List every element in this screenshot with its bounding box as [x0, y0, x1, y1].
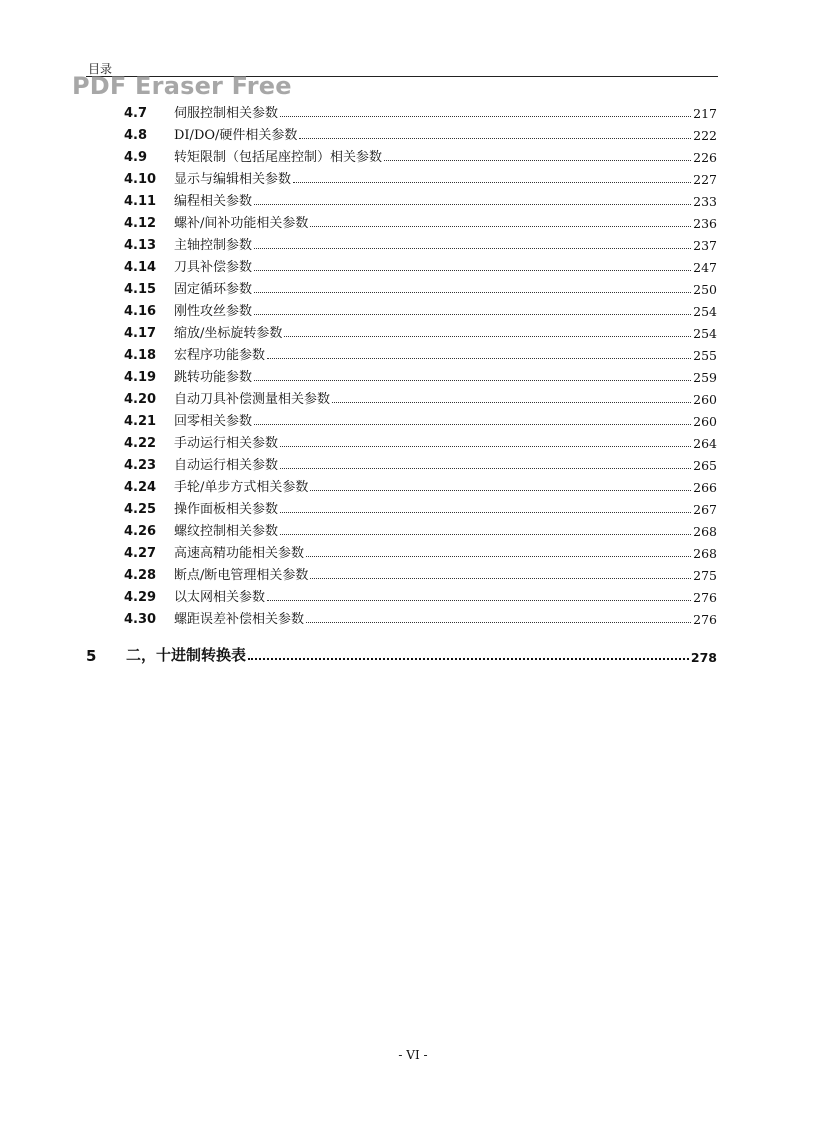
toc-entry-title: 自动运行相关参数	[174, 458, 279, 473]
toc-entry-page: 265	[693, 458, 717, 473]
toc-leader-dots	[284, 336, 691, 337]
toc-leader-dots	[384, 160, 691, 161]
toc-entry-page: 247	[693, 260, 717, 275]
toc-entry-number: 4.7	[124, 106, 148, 121]
toc-leader-dots	[280, 534, 691, 535]
toc-entry[interactable]	[124, 517, 717, 539]
toc-entry-page: 250	[693, 282, 717, 297]
toc-entry-title: 螺补/间补功能相关参数	[174, 216, 309, 231]
toc-entry-page: 255	[693, 348, 717, 363]
toc-entry-page: 237	[693, 238, 717, 253]
toc-entry-title: 断点/断电管理相关参数	[174, 568, 309, 583]
toc-entry-title: 螺纹控制相关参数	[174, 524, 279, 539]
toc-entry[interactable]	[124, 275, 717, 297]
toc-entry[interactable]	[124, 99, 717, 121]
toc-entry-title: 转矩限制（包括尾座控制）相关参数	[174, 150, 383, 165]
toc-entry-page: 264	[693, 436, 717, 451]
toc-entry[interactable]	[124, 561, 717, 583]
toc-entry-title: 刚性攻丝参数	[174, 304, 253, 319]
toc-entry-title: 螺距误差补偿相关参数	[174, 612, 305, 627]
toc-entry-number: 4.28	[124, 568, 157, 583]
toc-entry-page: 226	[693, 150, 717, 165]
toc-entry-number: 4.18	[124, 348, 157, 363]
toc-entry[interactable]	[124, 165, 717, 187]
toc-entry-number: 4.26	[124, 524, 157, 539]
toc-entry[interactable]	[124, 451, 717, 473]
toc-leader-dots	[332, 402, 691, 403]
toc-chapter-page: 278	[690, 650, 717, 665]
toc-entry-title: 以太网相关参数	[174, 590, 266, 605]
toc-entry-number: 4.12	[124, 216, 157, 231]
toc-leader-dots	[280, 446, 691, 447]
toc-entry-number: 4.22	[124, 436, 157, 451]
toc-entry-number: 4.19	[124, 370, 157, 385]
toc-entry[interactable]	[124, 209, 717, 231]
toc-entry-page: 260	[693, 414, 717, 429]
toc-entry-page: 222	[693, 128, 717, 143]
toc-leader-dots	[306, 622, 691, 623]
toc-leader-dots	[310, 578, 691, 579]
toc-entry-page: 275	[693, 568, 717, 583]
toc-entry-number: 4.17	[124, 326, 157, 341]
toc-entry-title: 手轮/单步方式相关参数	[174, 480, 309, 495]
toc-entry-page: 217	[693, 106, 717, 121]
toc-entry-title: 回零相关参数	[174, 414, 253, 429]
toc-entry[interactable]	[124, 231, 717, 253]
toc-entry[interactable]	[124, 143, 717, 165]
toc-entry[interactable]	[124, 605, 717, 627]
toc-entry-page: 267	[693, 502, 717, 517]
toc-leader-dots	[310, 226, 691, 227]
toc-entry-title: 刀具补偿参数	[174, 260, 253, 275]
toc-leader-dots	[310, 490, 691, 491]
toc-leader-dots	[280, 116, 691, 117]
toc-entry-page: 266	[693, 480, 717, 495]
toc-entry[interactable]	[124, 495, 717, 517]
toc-entry-number: 4.24	[124, 480, 157, 495]
toc-entry-number: 4.13	[124, 238, 157, 253]
toc-leader-dots	[306, 556, 691, 557]
toc-leader-dots	[254, 204, 691, 205]
toc-entry[interactable]	[124, 363, 717, 385]
toc-entry-title: 缩放/坐标旋转参数	[174, 326, 283, 341]
toc-entry-page: 254	[693, 326, 717, 341]
toc-entry-number: 4.10	[124, 172, 157, 187]
toc-entry-number: 4.21	[124, 414, 157, 429]
toc-entry-title: 编程相关参数	[174, 194, 253, 209]
toc-entry[interactable]	[124, 429, 717, 451]
page-number: - VI -	[398, 1048, 428, 1062]
toc-entry-page: 227	[693, 172, 717, 187]
toc-entry-page: 259	[693, 370, 717, 385]
toc-leader-dots	[254, 314, 691, 315]
toc-entry[interactable]	[124, 341, 717, 363]
toc-entry[interactable]	[124, 297, 717, 319]
toc-entry[interactable]	[124, 473, 717, 495]
toc-entry-title: 手动运行相关参数	[174, 436, 279, 451]
toc-entry-number: 4.29	[124, 590, 157, 605]
toc-entry[interactable]	[124, 385, 717, 407]
toc-leader-dots	[280, 468, 691, 469]
toc-leader-dots	[254, 424, 691, 425]
watermark-text: PDF Eraser Free	[72, 72, 292, 100]
toc-entry-page: 260	[693, 392, 717, 407]
toc-entry[interactable]	[124, 583, 717, 605]
toc-entry-number: 4.11	[124, 194, 157, 209]
toc-entry-title: 跳转功能参数	[174, 370, 253, 385]
toc-entry-title: 自动刀具补偿测量相关参数	[174, 392, 331, 407]
toc-entry-number: 4.20	[124, 392, 157, 407]
toc-entry[interactable]	[124, 539, 717, 561]
toc-chapter-number: 5	[86, 647, 97, 665]
toc-entry-title: 伺服控制相关参数	[174, 106, 279, 121]
toc-leader-dots	[254, 380, 691, 381]
toc-entry-page: 236	[693, 216, 717, 231]
toc-entry-page: 268	[693, 524, 717, 539]
toc-entry-number: 4.27	[124, 546, 157, 561]
toc-leader-dots	[267, 358, 691, 359]
toc-entry[interactable]	[124, 121, 717, 143]
toc-leader-dots	[254, 292, 691, 293]
toc-entry-page: 276	[693, 612, 717, 627]
toc-entry[interactable]	[124, 319, 717, 341]
toc-leader-dots	[293, 182, 691, 183]
toc-leader-dots	[248, 658, 689, 660]
toc-entry[interactable]	[124, 407, 717, 429]
toc-entry-number: 4.30	[124, 612, 157, 627]
toc-entry-number: 4.15	[124, 282, 157, 297]
toc-entry-page: 254	[693, 304, 717, 319]
toc-entry-number: 4.23	[124, 458, 157, 473]
toc-entry-title: DI/DO/硬件相关参数	[174, 128, 298, 143]
toc-entry[interactable]	[124, 253, 717, 275]
toc-leader-dots	[299, 138, 691, 139]
toc-entry-page: 233	[693, 194, 717, 209]
toc-entry-title: 宏程序功能参数	[174, 348, 266, 363]
toc-entry-number: 4.8	[124, 128, 148, 143]
toc-leader-dots	[280, 512, 691, 513]
toc-entry-title: 操作面板相关参数	[174, 502, 279, 517]
toc-leader-dots	[254, 248, 691, 249]
toc-entry-title: 显示与编辑相关参数	[174, 172, 292, 187]
toc-entry-title: 固定循环参数	[174, 282, 253, 297]
toc-leader-dots	[254, 270, 691, 271]
toc-chapter-entry[interactable]	[86, 643, 717, 665]
toc-entry[interactable]	[124, 187, 717, 209]
toc-entry-number: 4.25	[124, 502, 157, 517]
toc-chapter-title: 二，十进制转换表	[126, 646, 247, 664]
toc-entry-number: 4.14	[124, 260, 157, 275]
running-header: 目录	[88, 62, 113, 76]
toc-leader-dots	[267, 600, 691, 601]
toc-entry-page: 276	[693, 590, 717, 605]
toc-entry-page: 268	[693, 546, 717, 561]
toc-entry-title: 高速高精功能相关参数	[174, 546, 305, 561]
toc-entry-title: 主轴控制参数	[174, 238, 253, 253]
toc-entry-number: 4.16	[124, 304, 157, 319]
toc-entry-number: 4.9	[124, 150, 148, 165]
